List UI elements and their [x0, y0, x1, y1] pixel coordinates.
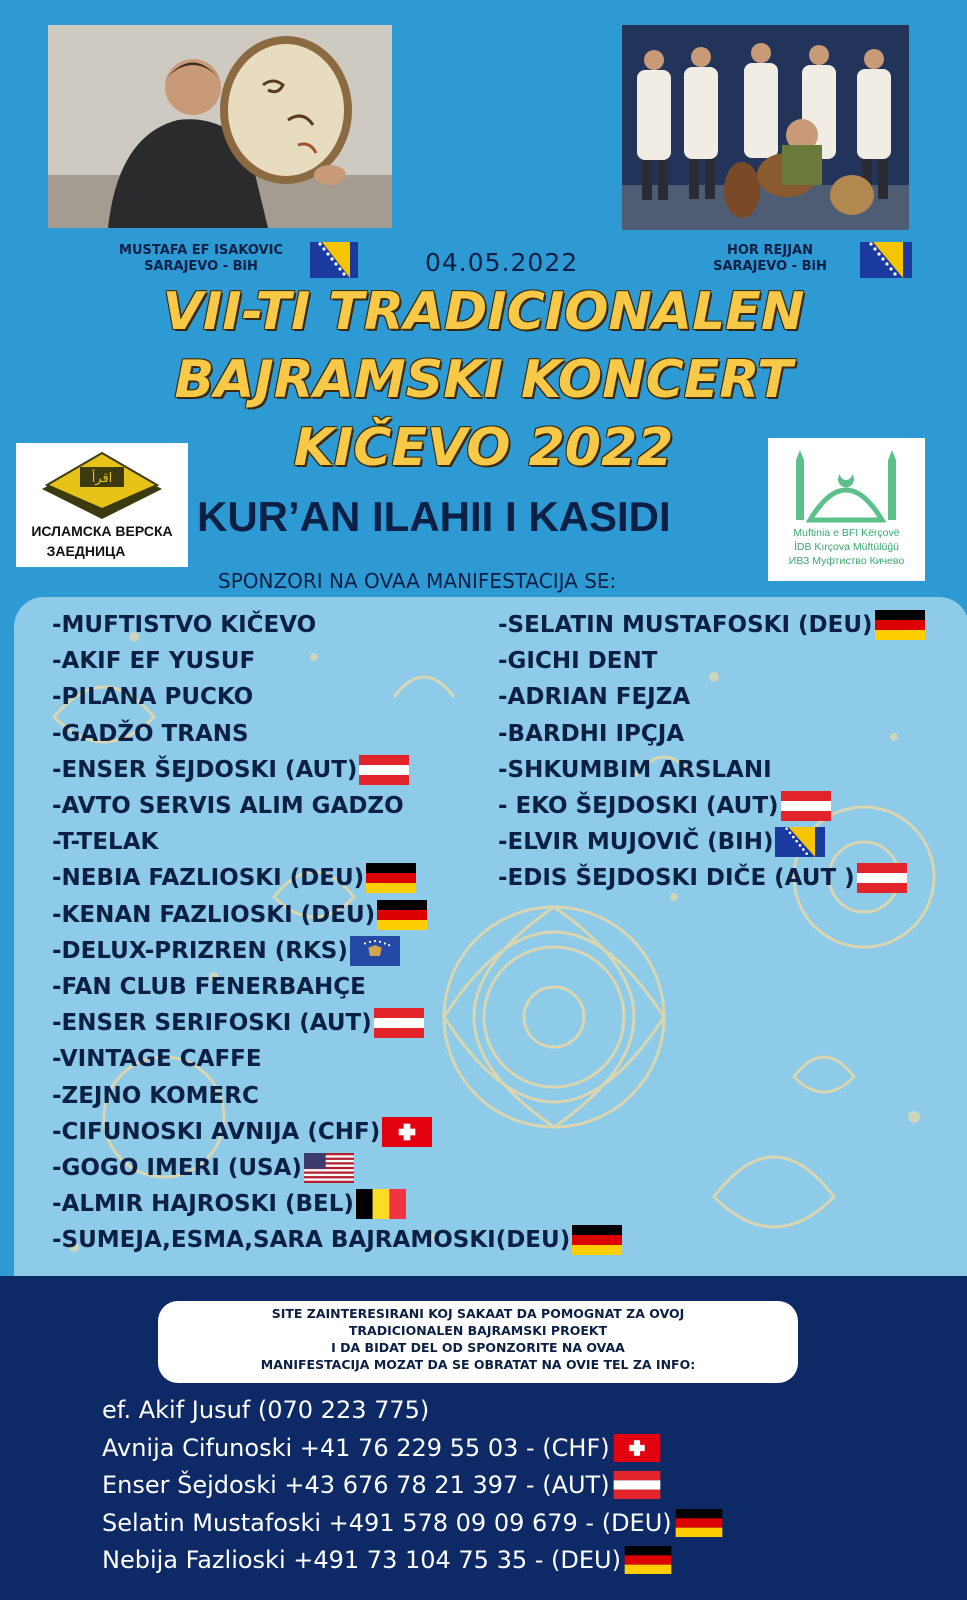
kosovo-flag-icon	[350, 936, 400, 966]
choir-illustration	[622, 25, 909, 230]
choir-photo	[622, 25, 909, 230]
islamic-community-logo	[16, 443, 188, 567]
sponsor-item	[52, 862, 416, 894]
contact-line	[102, 1392, 429, 1428]
austria-flag-icon	[613, 1471, 661, 1499]
sponsor-name: -ADRIAN FEJZA	[498, 684, 691, 711]
title-line-1: VII-TI TRADICIONALEN	[162, 282, 805, 342]
bosnia-flag-icon	[775, 827, 825, 857]
contact-text: Nebija Fazlioski +491 73 104 75 35 - (DEU)	[102, 1546, 621, 1574]
musician-illustration	[48, 25, 392, 228]
sponsor-name: -EDIS ŠEJDOSKI DIČE (AUT )	[498, 865, 855, 892]
notice-line-2: TRADICIONALEN BAJRAMSKI PROEKT	[348, 1323, 608, 1338]
germany-flag-icon	[675, 1509, 723, 1537]
switzerland-flag-icon	[613, 1434, 661, 1462]
contact-line	[102, 1430, 661, 1466]
sponsor-name: -SELATIN MUSTAFOSKI (DEU)	[498, 612, 873, 638]
event-date: 04.05.2022	[425, 248, 579, 277]
austria-flag-icon	[857, 863, 907, 893]
sponsor-item	[52, 935, 400, 967]
sponsor-name: -T-TELAK	[52, 829, 159, 856]
sponsor-item	[498, 718, 684, 750]
quran-book-icon	[32, 449, 172, 521]
sponsor-name: -ZEJNO KOMERC	[52, 1082, 259, 1109]
logo-left-line2: ЗАЕДНИЦА	[46, 543, 126, 559]
mosque-icon	[776, 440, 916, 524]
sponsor-item	[498, 826, 825, 858]
notice-line-3: I DA BIDAT DEL OD SPONZORITE NA OVAA	[331, 1340, 625, 1355]
sponsor-name: -SUMEJA,ESMA,SARA BAJRAMOSKI(DEU)	[52, 1227, 571, 1254]
logo-right-line2: İDB Kırçova Müftülüğü	[793, 541, 900, 553]
sponsor-item	[52, 718, 249, 750]
sponsor-item	[52, 1116, 432, 1148]
sponsor-item	[498, 754, 772, 786]
title-line-2: BAJRAMSKI KONCERT	[174, 350, 793, 410]
right-caption-location: SARAJEVO - BiH	[713, 259, 827, 274]
sponsor-name: -GADŽO TRANS	[52, 720, 249, 747]
sponsor-name: -FAN CLUB FENERBAHÇE	[52, 974, 366, 1000]
belgium-flag-icon	[356, 1189, 406, 1219]
austria-flag-icon	[781, 791, 831, 821]
usa-flag-icon	[304, 1153, 354, 1183]
sponsor-item	[498, 790, 831, 822]
left-photo-caption	[86, 243, 316, 275]
contact-text: Enser Šejdoski +43 676 78 21 397 - (AUT)	[102, 1471, 610, 1499]
sponsor-name: -CIFUNOSKI AVNIJA (CHF)	[52, 1118, 381, 1145]
contact-text: Selatin Mustafoski +491 578 09 09 679 - (DEU)	[102, 1508, 672, 1537]
sponsor-name: -NEBIA FAZLIOSKI (DEU)	[52, 865, 365, 892]
sponsor-item	[52, 1007, 424, 1039]
sponsor-name: -KENAN FAZLIOSKI (DEU)	[52, 901, 376, 928]
switzerland-flag-icon	[382, 1117, 432, 1147]
sponsor-item	[52, 826, 158, 858]
right-caption-name: HOR REJJAN	[727, 243, 813, 258]
sponsor-name: -ENSER SERIFOSKI (AUT)	[52, 1010, 372, 1037]
contact-line	[102, 1505, 723, 1541]
logo-left-line1: ИСЛАМСКА ВЕРСКА	[31, 523, 173, 539]
bosnia-flag-icon	[310, 242, 358, 278]
sponsor-name: -SHKUMBIM ARSLANI	[498, 756, 772, 783]
right-photo-caption	[690, 243, 850, 275]
logo-right-line3: ИВЗ Муфтиство Кичево	[788, 555, 905, 567]
sponsor-item	[498, 681, 690, 713]
sponsor-name: -GICHI DENT	[498, 648, 658, 675]
sponsor-item	[52, 899, 427, 931]
sponsor-name: -ELVIR MUJOVIČ (BIH)	[498, 829, 774, 856]
sponsor-name: - EKO ŠEJDOSKI (AUT)	[498, 793, 779, 819]
sponsor-item	[52, 681, 253, 713]
sponsor-item	[52, 1188, 406, 1220]
sponsor-item	[52, 1080, 259, 1112]
sponsor-item	[52, 790, 404, 822]
sponsor-item	[52, 1152, 354, 1184]
germany-flag-icon	[377, 900, 427, 930]
sponsor-item	[52, 1224, 622, 1256]
subtitle: KUR’AN ILAHII I KASIDI	[197, 493, 671, 540]
left-caption-name: MUSTAFA EF ISAKOVIC	[119, 243, 283, 258]
germany-flag-icon	[366, 863, 416, 893]
austria-flag-icon	[359, 755, 409, 785]
notice-line-4: MANIFESTACIJA MOZAT DA SE OBRATAT NA OVIE TEL ZA INFO:	[260, 1357, 696, 1372]
sponsor-item	[52, 609, 316, 641]
musician-photo	[48, 25, 392, 228]
sponsor-item	[52, 754, 409, 786]
sponsor-name: -VINTAGE CAFFE	[52, 1046, 262, 1073]
sponsor-name: -PILANA PUCKO	[52, 684, 254, 711]
germany-flag-icon	[572, 1225, 622, 1255]
sponsor-name: -BARDHI IPÇJA	[498, 720, 685, 747]
germany-flag-icon	[875, 610, 925, 640]
muftiate-logo-text	[768, 526, 925, 568]
left-caption-location: SARAJEVO - BiH	[144, 259, 258, 274]
sponsor-item	[498, 862, 907, 894]
sponsor-name: -AVTO SERVIS ALIM GADZO	[52, 793, 404, 819]
sponsor-item	[52, 645, 255, 677]
contact-text: Avnija Cifunoski +41 76 229 55 03 - (CHF)	[102, 1433, 610, 1462]
contact-line	[102, 1542, 672, 1578]
notice-line-1: SITE ZAINTERESIRANI KOJ SAKAAT DA POMOGNAT ZA OVOJ	[271, 1306, 685, 1321]
sponsor-item	[498, 609, 925, 641]
sponsor-item	[52, 971, 366, 1003]
germany-flag-icon	[624, 1546, 672, 1574]
svg-text:اقرأ: اقرأ	[91, 471, 113, 486]
sponsors-heading: SPONZORI NA OVAA MANIFESTACIJA SE:	[218, 569, 617, 593]
muftiate-logo	[768, 438, 925, 581]
logo-right-line1: Muftinia e BFI Kërçovë	[793, 527, 900, 539]
info-notice	[158, 1301, 798, 1383]
sponsor-name: -DELUX-PRIZREN (RKS)	[52, 937, 348, 964]
contact-text: ef. Akif Jusuf (070 223 775)	[102, 1396, 430, 1424]
title-line-3: KIČEVO 2022	[293, 418, 674, 478]
sponsor-item	[52, 1043, 262, 1075]
sponsor-name: -ALMIR HAJROSKI (BEL)	[52, 1191, 354, 1218]
sponsor-name: -MUFTISTVO KIČEVO	[52, 612, 317, 638]
austria-flag-icon	[374, 1008, 424, 1038]
sponsor-name: -ENSER ŠEJDOSKI (AUT)	[52, 756, 358, 783]
contact-line	[102, 1467, 661, 1503]
sponsor-name: -AKIF EF YUSUF	[52, 648, 256, 675]
sponsor-name: -GOGO IMERI (USA)	[52, 1155, 302, 1181]
bosnia-flag-icon	[860, 242, 912, 278]
sponsor-item	[498, 645, 657, 677]
